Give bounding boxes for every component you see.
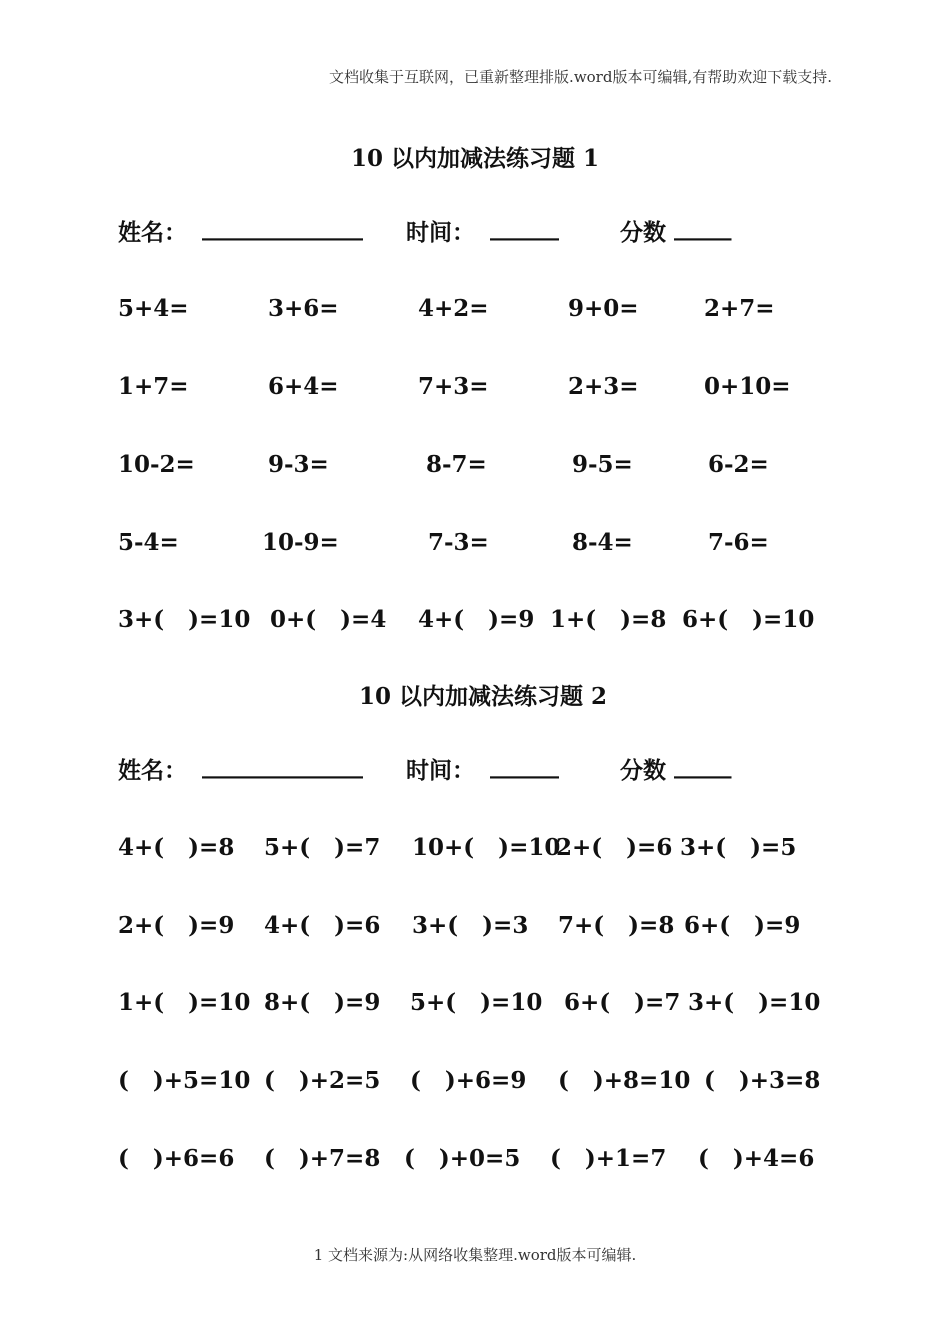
problem-row [118, 834, 858, 866]
problem[interactable]: ( )+4=6 [698, 1145, 815, 1172]
problem[interactable]: ( )+1=7 [550, 1145, 667, 1172]
worksheet-title-2: 10 以内加减法练习题 2 [358, 683, 608, 710]
problem[interactable]: 3+( )=5 [680, 834, 797, 861]
problem[interactable]: ( )+7=8 [264, 1145, 381, 1172]
problem[interactable]: 9+0= [568, 295, 639, 322]
footer-note: 1 文档来源为:从网络收集整理.word版本可编辑. [313, 1246, 637, 1264]
problem[interactable]: ( )+5=10 [118, 1067, 251, 1094]
problem[interactable]: 2+3= [568, 373, 639, 400]
time-blank[interactable]: ______ [490, 752, 559, 779]
score-blank[interactable]: _____ [674, 214, 732, 241]
problem[interactable]: 5-4= [118, 529, 179, 556]
problem-row [118, 1067, 858, 1099]
problem[interactable]: 5+( )=7 [264, 834, 381, 861]
problem[interactable]: 0+10= [704, 373, 791, 400]
problem-row [118, 373, 858, 405]
problem[interactable]: ( )+8=10 [558, 1067, 691, 1094]
problem[interactable]: 7-3= [428, 529, 489, 556]
problem-row [118, 295, 858, 327]
score-label: 分数 [620, 757, 666, 784]
name-blank[interactable]: ______________ [202, 214, 363, 241]
problem[interactable]: 3+( )=10 [118, 606, 251, 633]
problem-row [118, 912, 858, 944]
problem[interactable]: ( )+2=5 [264, 1067, 381, 1094]
problem-row [118, 989, 858, 1021]
problem[interactable]: 6+( )=7 [564, 989, 681, 1016]
problem[interactable]: 1+( )=8 [550, 606, 667, 633]
problem[interactable]: 3+( )=3 [412, 912, 529, 939]
problem[interactable]: 9-5= [572, 451, 633, 478]
problem[interactable]: 6-2= [708, 451, 769, 478]
problem[interactable]: 4+( )=6 [264, 912, 381, 939]
problem-row [118, 529, 858, 561]
problem-row [118, 606, 858, 638]
problem[interactable]: 5+4= [118, 295, 189, 322]
problem[interactable]: 6+( )=9 [684, 912, 801, 939]
header-note: 文档收集于互联网，已重新整理排版.word版本可编辑,有帮助欢迎下载支持. [329, 68, 832, 86]
problem[interactable]: 9-3= [268, 451, 329, 478]
score-blank[interactable]: _____ [674, 752, 732, 779]
name-blank[interactable]: ______________ [202, 752, 363, 779]
problem[interactable]: 4+( )=8 [118, 834, 235, 861]
problem[interactable]: 7+( )=8 [558, 912, 675, 939]
problem[interactable]: 2+7= [704, 295, 775, 322]
problem[interactable]: 6+( )=10 [682, 606, 815, 633]
problem[interactable]: ( )+3=8 [704, 1067, 821, 1094]
problem-row [118, 451, 858, 483]
problem[interactable]: 3+( )=10 [688, 989, 821, 1016]
time-label: 时间： [406, 219, 475, 246]
problem[interactable]: 0+( )=4 [270, 606, 387, 633]
problem[interactable]: 4+( )=9 [418, 606, 535, 633]
name-label: 姓名： [118, 219, 187, 246]
problem[interactable]: 8-4= [572, 529, 633, 556]
problem[interactable]: 1+7= [118, 373, 189, 400]
problem[interactable]: 2+( )=6 [556, 834, 673, 861]
problem-row [118, 1145, 858, 1177]
problem[interactable]: 6+4= [268, 373, 339, 400]
problem[interactable]: 10+( )=10 [412, 834, 561, 861]
problem[interactable]: ( )+0=5 [404, 1145, 521, 1172]
problem[interactable]: 5+( )=10 [410, 989, 543, 1016]
problem[interactable]: 3+6= [268, 295, 339, 322]
time-blank[interactable]: ______ [490, 214, 559, 241]
problem[interactable]: 4+2= [418, 295, 489, 322]
problem[interactable]: 10-9= [262, 529, 339, 556]
score-label: 分数 [620, 219, 666, 246]
problem[interactable]: 10-2= [118, 451, 195, 478]
worksheet-title-1: 10 以内加减法练习题 1 [350, 145, 600, 172]
problem[interactable]: ( )+6=6 [118, 1145, 235, 1172]
problem[interactable]: ( )+6=9 [410, 1067, 527, 1094]
problem[interactable]: 8-7= [426, 451, 487, 478]
problem[interactable]: 1+( )=10 [118, 989, 251, 1016]
time-label: 时间： [406, 757, 475, 784]
problem[interactable]: 8+( )=9 [264, 989, 381, 1016]
problem[interactable]: 7+3= [418, 373, 489, 400]
problem[interactable]: 2+( )=9 [118, 912, 235, 939]
name-label: 姓名： [118, 757, 187, 784]
problem[interactable]: 7-6= [708, 529, 769, 556]
